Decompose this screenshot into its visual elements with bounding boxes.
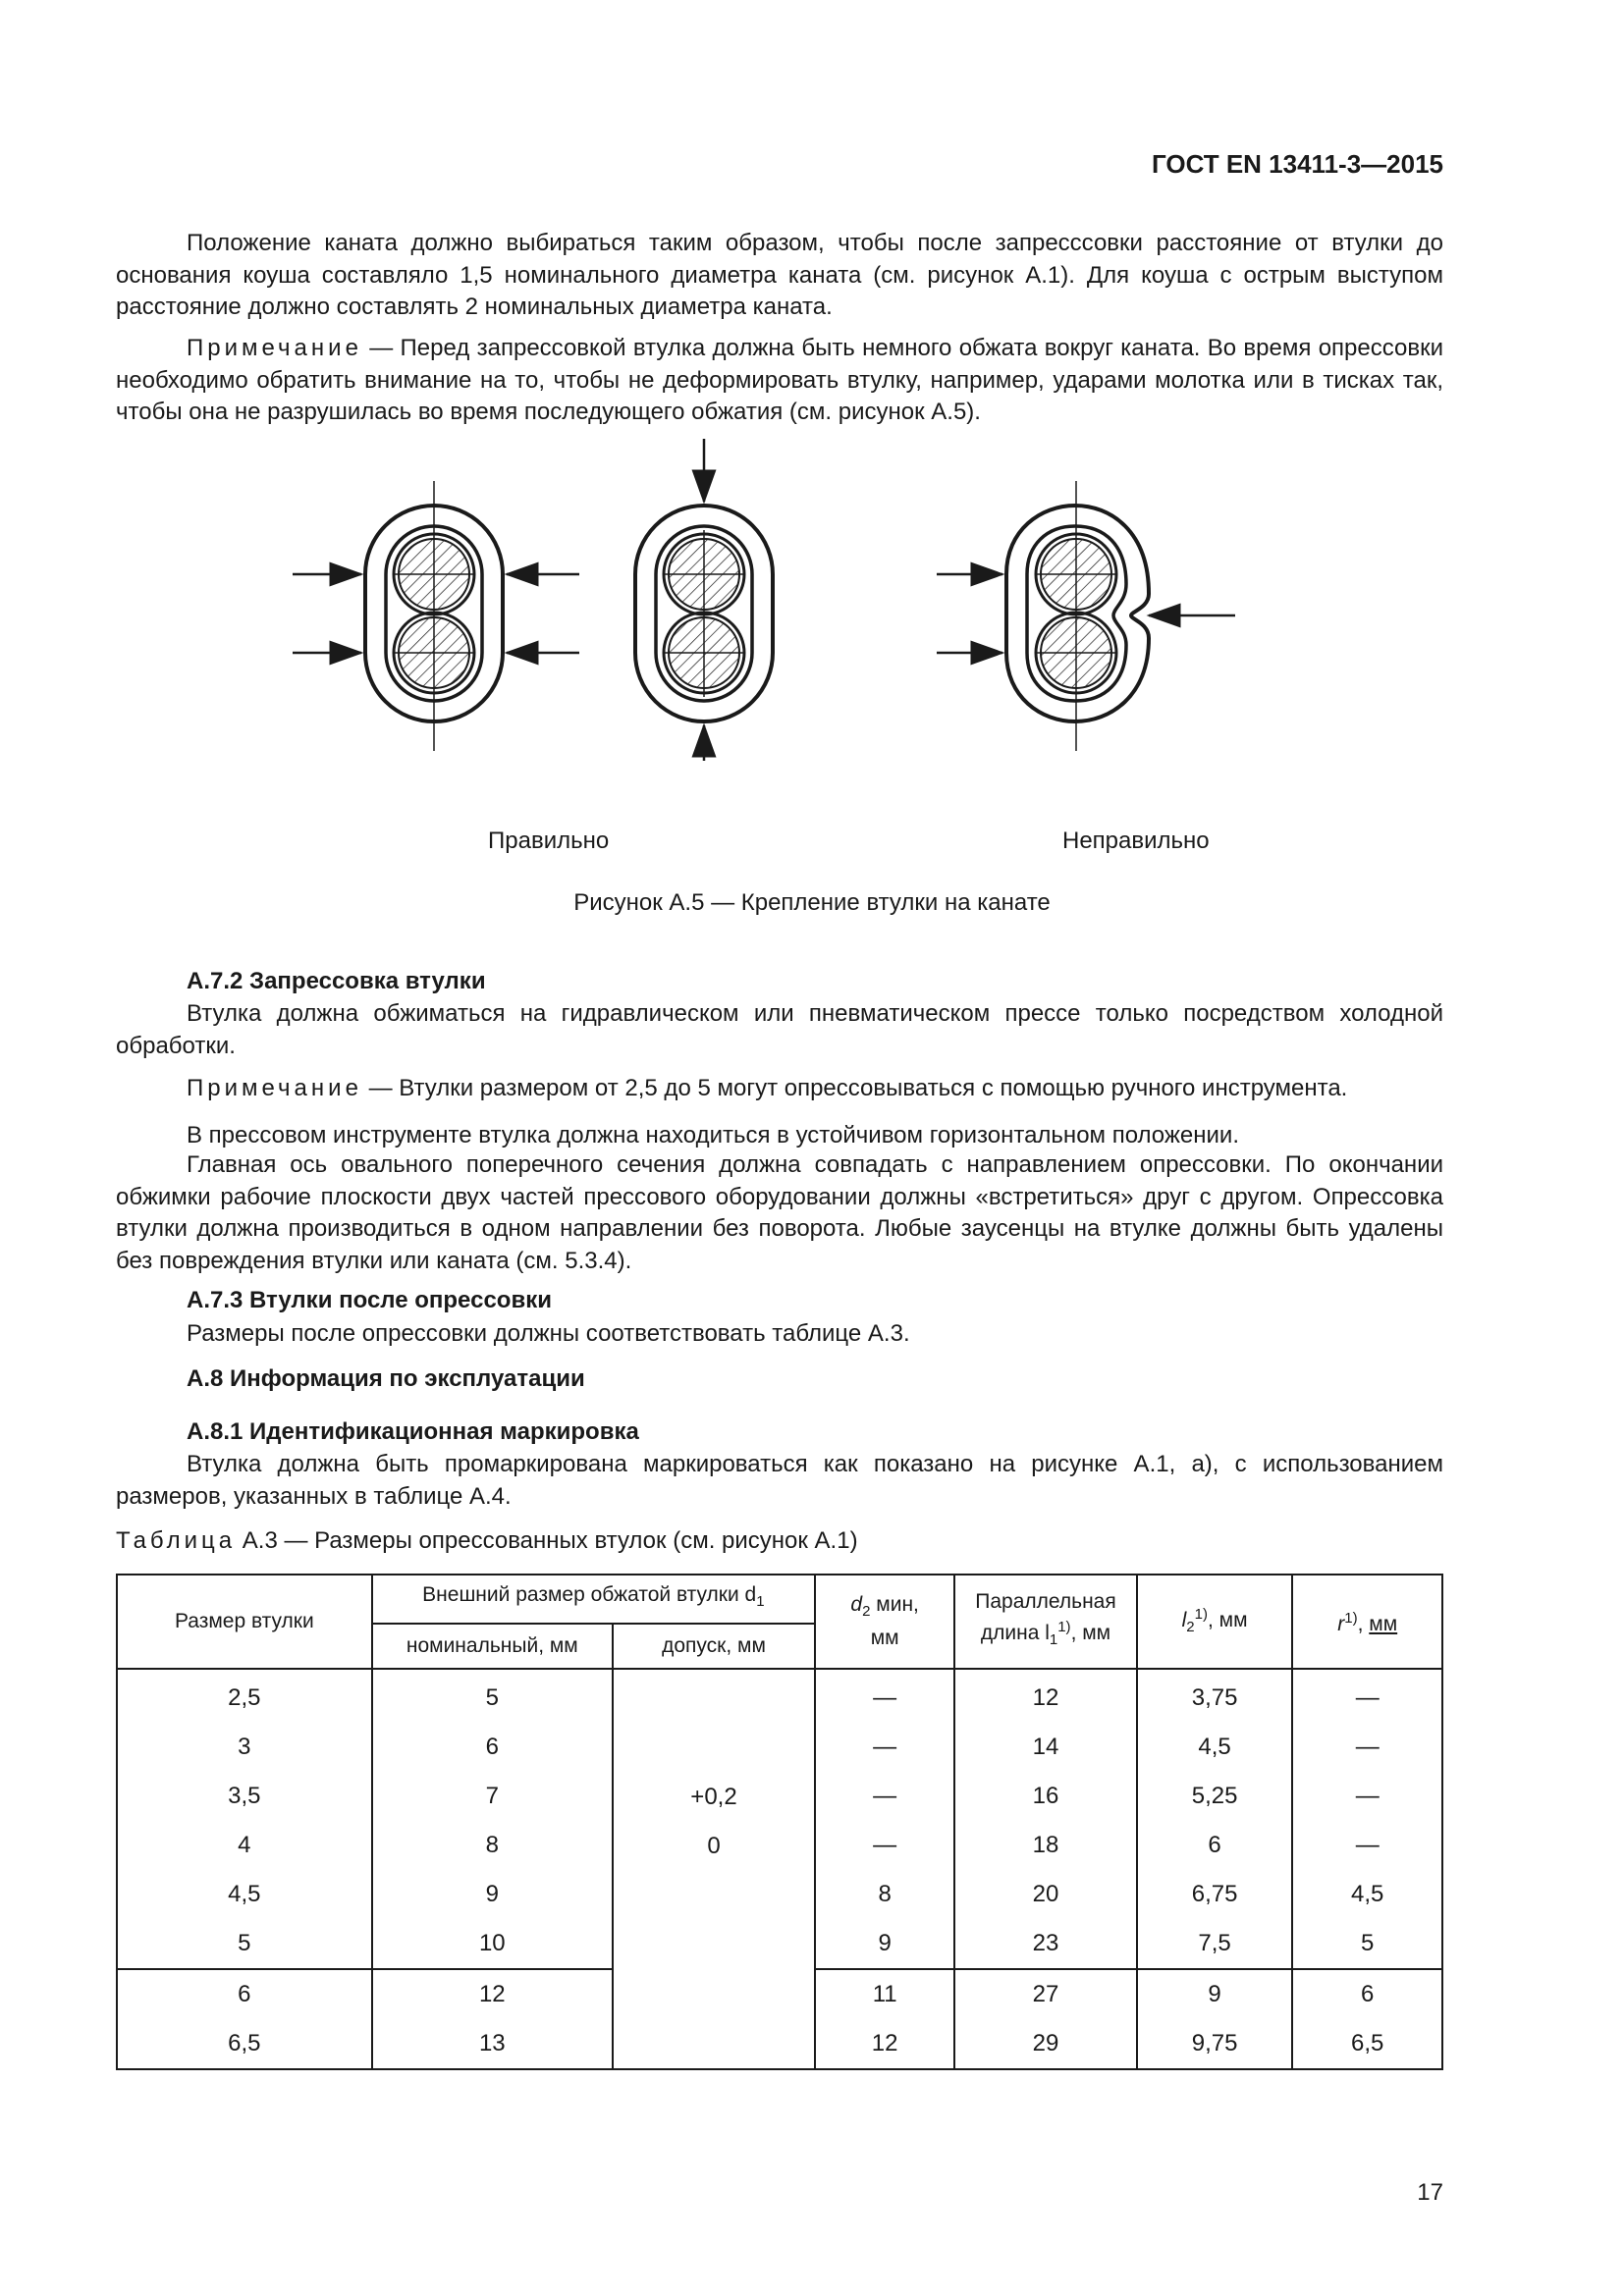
section-a72-heading: А.7.2 Запрессовка втулки <box>187 968 486 994</box>
header-nominal: номинальный, мм <box>372 1624 613 1669</box>
header-l2: $l_2^{1)}$, мм <box>1137 1575 1293 1669</box>
note-text: — Втулки размером от 2,5 до 5 могут опрессовываться с помощью ручного инструмента. <box>361 1075 1348 1101</box>
cell-l1: 18 <box>954 1821 1136 1870</box>
figure-a5 <box>285 437 1286 761</box>
cell-nominal: 12 <box>372 1969 613 2019</box>
cell-size: 4 <box>117 1821 372 1870</box>
cell-d2: — <box>815 1821 954 1870</box>
header-r: $r^{1)}$, мм <box>1292 1575 1442 1669</box>
section-a81-paragraph: Втулка должна быть промаркирована маркироваться как показано на рисунке А.1, а), с использованием размеров, указанных в таблице А.4. <box>116 1451 1443 1510</box>
cell-l1: 12 <box>954 1669 1136 1723</box>
note-text: — Перед запрессовкой втулка должна быть немного обжата вокруг каната. Во время опрессовки необходимо обратить внимание на то, чтобы не деформировать втулку, например, ударами молотка или в тисках так, чтобы она не разрушилась во время последующего обжатия (см. рисунок А.5). <box>116 335 1443 425</box>
intro-paragraph: Положение каната должно выбираться таким образом, чтобы после запресссовки расстояние от втулки до основания коуша составляло 1,5 номинального диаметра каната (см. рисунок А.1). Для коуша с острым выступом расстояние должно составлять 2 номинальных диаметра каната. <box>116 230 1443 320</box>
cell-l2: 6 <box>1137 1821 1293 1870</box>
cell-l1: 29 <box>954 2019 1136 2069</box>
cell-l2: 9 <box>1137 1969 1293 2019</box>
section-a73-paragraph: Размеры после опрессовки должны соответствовать таблице А.3. <box>187 1320 910 1347</box>
cell-r: 6 <box>1292 1969 1442 2019</box>
cell-l2: 7,5 <box>1137 1919 1293 1969</box>
cell-size: 6,5 <box>117 2019 372 2069</box>
table-title <box>116 1527 858 1555</box>
cell-l2: 6,75 <box>1137 1870 1293 1919</box>
cell-r: 6,5 <box>1292 2019 1442 2069</box>
cell-d2: — <box>815 1669 954 1723</box>
cell-l2: 4,5 <box>1137 1723 1293 1772</box>
sleeve-correct-vertical <box>635 439 773 761</box>
cell-d2: 9 <box>815 1919 954 1969</box>
cell-size: 2,5 <box>117 1669 372 1723</box>
header-size: Размер втулки <box>117 1575 372 1669</box>
section-a72-paragraph-3: Главная ось овального поперечного сечения должна совпадать с направлением опрессовки. По окончании обжимки рабочие плоскости двух частей прессового оборудовании должны «встретиться» друг с другом. Опрессовка втулки должна производиться в одном направлении без поворота. Любые заусенцы на втулке должны быть удалены без повреждения втулки или каната (см. 5.3.4). <box>116 1151 1443 1274</box>
section-a72-paragraph-2: В прессовом инструменте втулка должна находиться в устойчивом горизонтальном положении. <box>187 1122 1240 1148</box>
cell-size: 3,5 <box>117 1772 372 1821</box>
header-d2: $d_2$ мин, мм <box>815 1575 954 1669</box>
cell-d2: 11 <box>815 1969 954 2019</box>
header-parallel-length: Параллельная длина $l_1^{1)}$, мм <box>954 1575 1136 1669</box>
cell-r: — <box>1292 1723 1442 1772</box>
cell-d2: 8 <box>815 1870 954 1919</box>
cell-l1: 23 <box>954 1919 1136 1969</box>
page-number: 17 <box>1417 2179 1443 2206</box>
cell-r: — <box>1292 1821 1442 1870</box>
cell-l1: 16 <box>954 1772 1136 1821</box>
cell-r: — <box>1292 1669 1442 1723</box>
cell-nominal: 6 <box>372 1723 613 1772</box>
dimensions-table <box>116 1574 1443 2070</box>
cell-l1: 20 <box>954 1870 1136 1919</box>
section-a72-note <box>116 1073 1443 1105</box>
document-id: ГОСТ EN 13411-3—2015 <box>1151 149 1443 179</box>
note-label: Примечание <box>187 1075 362 1101</box>
cell-l1: 27 <box>954 1969 1136 2019</box>
cell-nominal: 5 <box>372 1669 613 1723</box>
cell-nominal: 9 <box>372 1870 613 1919</box>
label-correct: Правильно <box>488 828 610 854</box>
section-a72-paragraph: Втулка должна обжиматься на гидравлическом или пневматическом прессе только посредством холодной обработки. <box>116 1000 1443 1059</box>
cell-r: 4,5 <box>1292 1870 1442 1919</box>
cell-d2: — <box>815 1772 954 1821</box>
cell-r: — <box>1292 1772 1442 1821</box>
table-label: Таблица <box>116 1527 237 1554</box>
cell-nominal: 10 <box>372 1919 613 1969</box>
cell-l2: 5,25 <box>1137 1772 1293 1821</box>
cell-d2: — <box>815 1723 954 1772</box>
section-a8-heading: А.8 Информация по эксплуатации <box>187 1365 585 1392</box>
header-tolerance: допуск, мм <box>613 1624 815 1669</box>
cell-tolerance <box>613 1669 815 2069</box>
cell-l2: 9,75 <box>1137 2019 1293 2069</box>
tolerance-upper: +0,2 <box>690 1784 737 1810</box>
cell-d2: 12 <box>815 2019 954 2069</box>
figure-caption: Рисунок А.5 — Крепление втулки на канате <box>573 889 1051 916</box>
sleeve-correct-horizontal <box>293 481 579 751</box>
label-incorrect: Неправильно <box>1062 828 1210 854</box>
note-label: Примечание <box>187 335 362 361</box>
tolerance-lower: 0 <box>707 1833 721 1859</box>
cell-l1: 14 <box>954 1723 1136 1772</box>
section-a81-heading: А.8.1 Идентификационная маркировка <box>187 1418 639 1445</box>
sleeve-incorrect <box>937 481 1235 751</box>
intro-note <box>116 333 1443 429</box>
header-outer-size: Внешний размер обжатой втулки $d_1$ <box>372 1575 815 1624</box>
cell-size: 4,5 <box>117 1870 372 1919</box>
section-a73-heading: А.7.3 Втулки после опрессовки <box>187 1287 552 1313</box>
cell-nominal: 13 <box>372 2019 613 2069</box>
cell-l2: 3,75 <box>1137 1669 1293 1723</box>
cell-r: 5 <box>1292 1919 1442 1969</box>
table-row <box>117 1669 1442 1723</box>
cell-size: 6 <box>117 1969 372 2019</box>
cell-size: 5 <box>117 1919 372 1969</box>
cell-nominal: 8 <box>372 1821 613 1870</box>
table-title-text: А.3 — Размеры опрессованных втулок (см. рисунок А.1) <box>236 1527 858 1554</box>
cell-size: 3 <box>117 1723 372 1772</box>
cell-nominal: 7 <box>372 1772 613 1821</box>
